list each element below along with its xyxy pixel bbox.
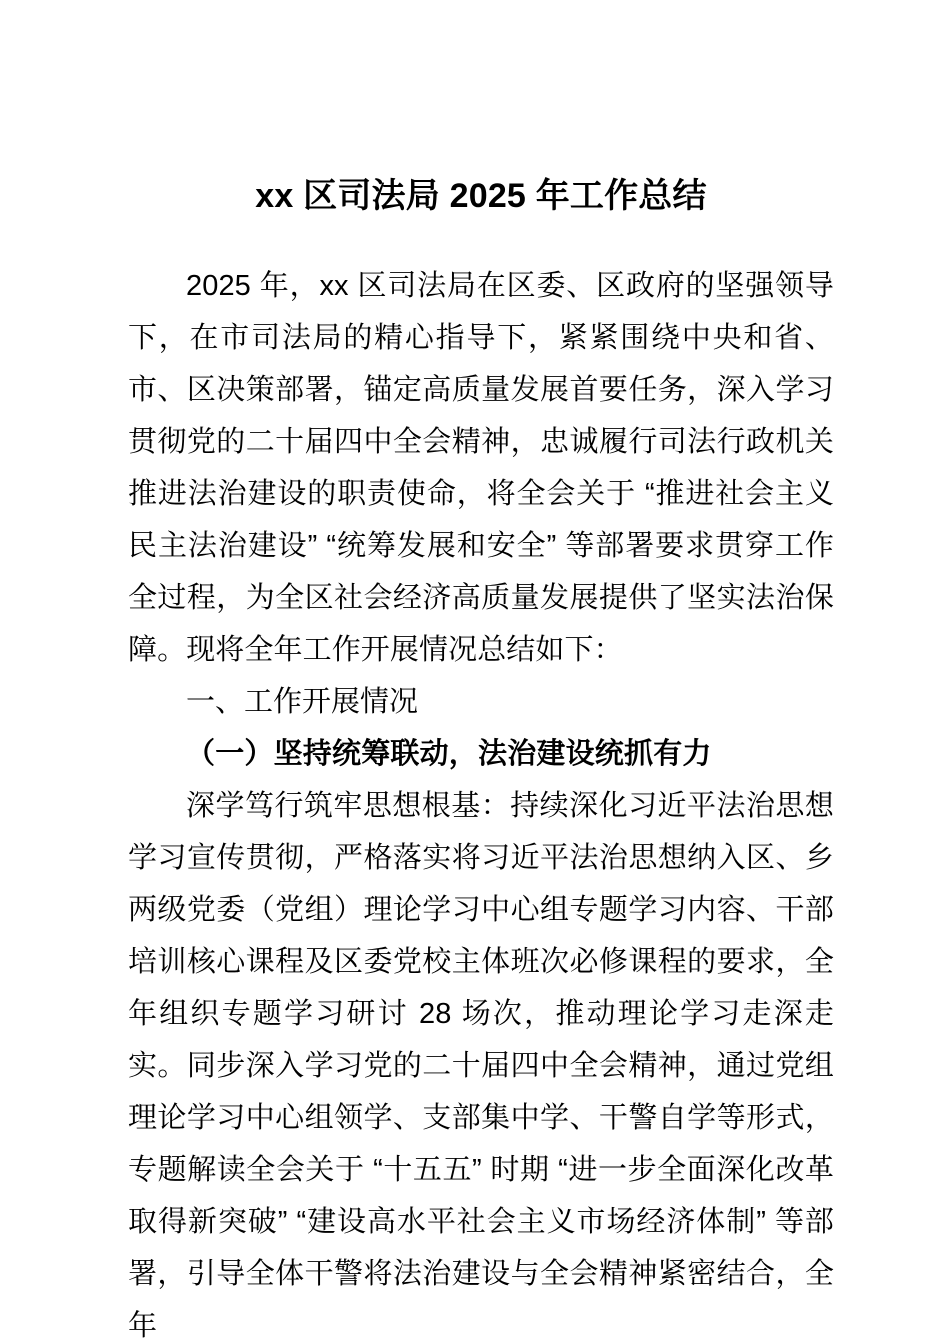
page-title: xx 区司法局 2025 年工作总结: [255, 177, 707, 215]
section-heading-one: 一、工作开展情况: [186, 686, 419, 718]
title-body-spacer: [128, 216, 834, 260]
subsection-heading-one: （一）坚持统筹联动，法治建设统抓有力: [186, 738, 712, 770]
opening-paragraph: 2025 年，xx 区司法局在区委、区政府的坚强领导下，在市司法局的精心指导下，紧紧围绕中央和省、市、区决策部署，锚定高质量发展首要任务，深入学习贯彻党的二十届四中全会精神，忠诚履行司法行政机关推进法治建设的职责使命，将全会关于 “推进社会主义民主法治建设” “统筹发展和安全” 等部署要求贯穿工作全过程，为全区社会经济高质量发展提供了坚实法治保障。现将全年工作开展情况总结如下：: [128, 270, 834, 666]
document-body: [128, 0, 834, 1344]
subsection-one-body-paragraph: 深学笃行筑牢思想根基：持续深化习近平法治思想学习宣传贯彻，严格落实将习近平法治思想纳入区、乡两级党委（党组）理论学习中心组专题学习内容、干部培训核心课程及区委党校主体班次必修课程的要求，全年组织专题学习研讨 28 场次，推动理论学习走深走实。同步深入学习党的二十届四中全会精神，通过党组理论学习中心组领学、支部集中学、干警自学等形式，专题解读全会关于 “十五五” 时期 “进一步全面深化改革取得新突破” “建设高水平社会主义市场经济体制” 等部署，引导全体干警将法治建设与全会精神紧密结合，全年: [128, 790, 834, 1342]
